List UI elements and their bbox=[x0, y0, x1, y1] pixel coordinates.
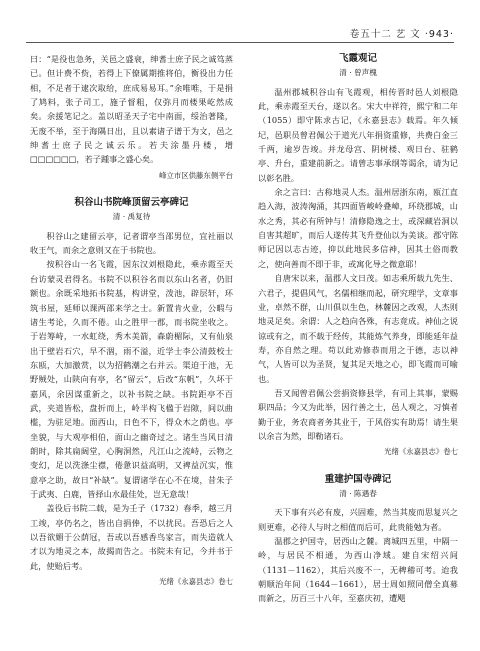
right-column bbox=[258, 52, 458, 606]
article-author: 清 · 曾声槐 bbox=[339, 68, 377, 78]
page-header: 卷五十二 艺 文 ·943· bbox=[26, 26, 454, 43]
paragraph: 天下事有兴必有废，兴固难，然当其废而思复兴之则更难，必待人与时之相值而后可，此贵能勉为者。 bbox=[258, 507, 458, 532]
paragraph: 余之言曰：古称地灵人杰。温州居浙东南，瓯江直趋入海，波涛洶涌，其四面皆峻岭叠嶂，环绕郡城，山水之秀，其必有所钟与！清修隐逸之士，或深藏岩洞以自害其超旷，而后人遂传其飞升登仙以为美谈。郡守陈师记因以志古迹，抑以此地民多信神，因其土俗而教之，使向善而不即于非，或寓化导之微意耶！ bbox=[258, 187, 458, 269]
paragraph: 按积谷山一名飞霞，因东汉刘根隐此，乘赤霞至天台访蒙灵君得名。书院不以积谷名而以东山名者，仍旧额也。余既采地拓书院基，构讲堂，泼池，辟层轩，环筑书屋，延师以课两邵来学之士。新置肯火业，公暇与诸生考论，久而不倦。山之胜甲一郡，而书院坐收之。于岩筹峙，一水虹绕，秀木美箭，森蔚楣际，又有仙泉出于壁岩石穴，早不涸，雨不溢，近学士李公清鼓校士东瓯，大加激赏，以为招鹤潮之右并云。渠迫于池，无野贼处，山陕向有亭，名“留云”，后改“东帆”，久坏于嘉风，余因谋重新之，以补书院之缺。书院距亭不百武，夹道皆松，盘折而上，岭半构飞楹于岩隙，间以曲槛，为驻足地。面西山，日色不下，得众木之荫也。亭坐貌，与大观亭相伯，面山之幽奇过之。诸生当风日清朗时，除其扁阔堂，心胸洞然，凡江山之流峙，云物之变幻，足以洗涤尘襟，倦惫识益高明，又裨益沉实，惟意亭之助，故日“补缺”。复谓诸学在心不在境，昔朱子于武夷、白鹿，皆择山水最佳处，岂无意哉！ bbox=[30, 259, 233, 499]
source-citation: 光绪《永嘉县志》卷七 bbox=[384, 447, 458, 457]
source-citation: 光绪《永嘉县志》卷七 bbox=[159, 577, 233, 587]
article-author: 清 · 禹复待 bbox=[112, 212, 151, 222]
paragraph: 盖役后书院二载，是为壬子（1732）春季，越三月工竣，亭仍名之，皆出自捐俸，不以扰民。吾恐后之人以吾欲媚于公荫冠，吾或以吾感香鸟家言，而失造就人才以为地灵之本，故揭而告之。书院未有记，今并书于此，使贻后考。 bbox=[30, 503, 233, 571]
paragraph: 温州郡城积谷山有飞霞观，相传晋时邑人刘根隐此，乘赤霞至天台，遂以名。宋大中祥符，熙宁和二年（1055）即守陈求古记，《永嘉县志》载焉。年久倾圮，邑职员曾君佩公于道光八年捐资重修，共费白金三千两，逾岁告竣。并龙母宫、阴树楼、观日台、驻鹤亭、升台，重建前新之。请曾志事承纲等谒余，请为记以彰名胜。 bbox=[258, 86, 458, 183]
article-title: 积谷山书院峰顶留云亭碑记 bbox=[74, 197, 189, 209]
paragraph: 吾又闻曾君佩公尝捐资修县学，有司上其事，蒙赐职四品；今又为此举，因行善之士，邑人观之，习慎者勤于业，务农商者务其业于，于风俗实有助焉！请生果以余言为然，即勒诸石。 bbox=[258, 387, 458, 441]
paragraph: 自唐宋以来，温郡人文日茂。如志乘所载九先生、六君子，提倡风气，名儒相继而起，研究理学，文章事业，卓然不群，山川俱以生色，林麓因之改观，人杰则地灵足矣。余谓：人之趋向各殊，有志竟成。神仙之说谅或有之，而不载于经传，其能炼气养身，即能延年益寿，亦自然之理。苟以此劝修恭而用之于德，志以神气，人皆可以为圣贤，复其足天地之心，即飞霞而可喻也。 bbox=[258, 273, 458, 384]
article-title: 重建护国寺碑记 bbox=[324, 473, 392, 485]
paragraph: 温郡之护国寺，居西山之麓。离城四五里，中隔一岭，与居民不相通，为西山净域。建自宋绍兴间（1131－1162），其后兴废不一，无稗稽可考。迨我朝顺治年间（1644－1661），居士周如照同僧全真募而新之，历百三十八年，至嘉庆初，遭飓 bbox=[258, 536, 458, 604]
paragraph: 曰：“是役也急务，关邑之盛衰，绅耆士庶子民之诚笃蒸已。但计费不赀，若得上下僚属期推将伯，衡役出力任相，不足者于逮次取给，庶成易易耳。”余唯唯，于是捐了鸠料，张子司工，施子督粗，仅弥月而楼果屹然成矣。余援笔记之。盖以昭圣天子宅中南面，绥治著隆，无废不举，至于海隅日出，且以素诸子谱于为文，邑之绅耆士庶子民之诚云乐。若夫涂墨丹楼，增□□□□□□，若子踵事之盛心矣。 bbox=[30, 54, 233, 165]
source-citation: 峰立市区供藤东侧平台 bbox=[159, 170, 233, 180]
paragraph: 积谷山之建留云亭，记者谓亭当邵男位，宜社丽以收王气，而余之意则又在于书院也。 bbox=[30, 230, 233, 256]
article-title: 飞霞观记 bbox=[338, 53, 377, 64]
left-column bbox=[30, 52, 233, 589]
article-author: 清 · 陈遇春 bbox=[339, 488, 377, 498]
